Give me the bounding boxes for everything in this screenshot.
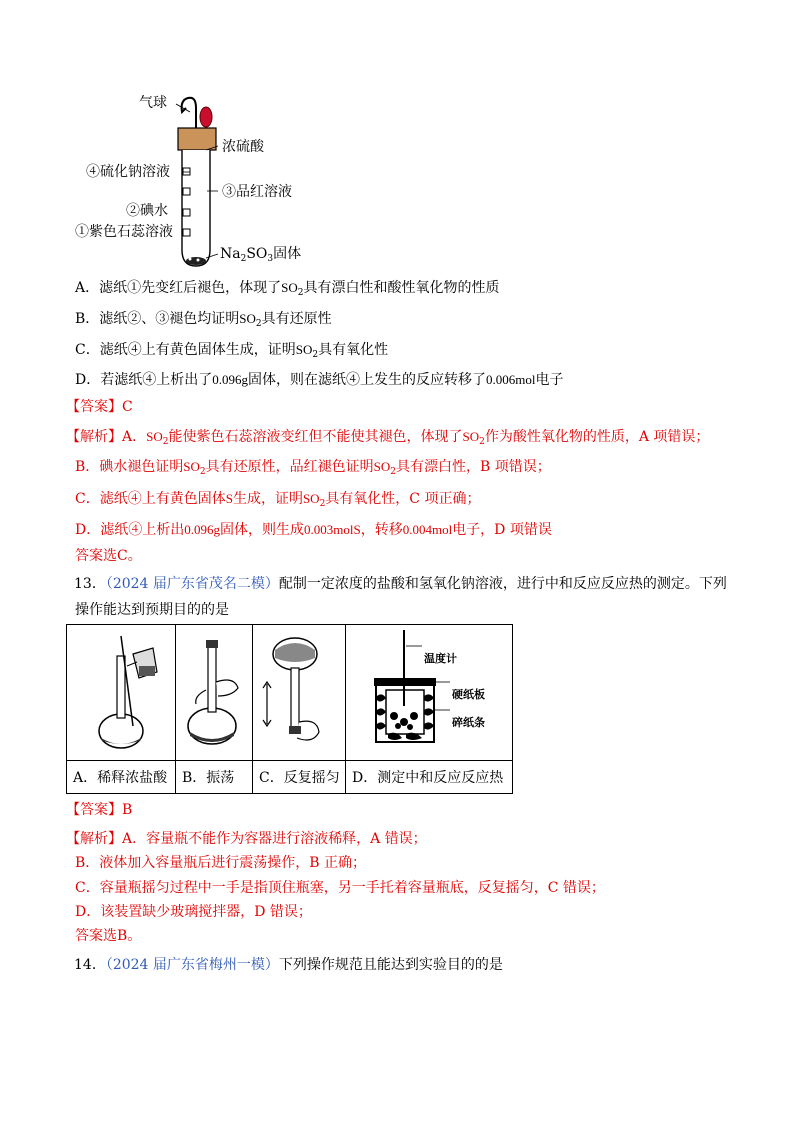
- q13-image-d: [346, 625, 513, 761]
- label-thermometer: 温度计: [424, 652, 457, 665]
- q13-stem-line1: 13．（2024 届广东省茂名二模）配制一定浓度的盐酸和氢氧化钠溶液，进行中和反应反应热的测定。下列: [74, 576, 727, 592]
- volumetric-flask-dilution-icon: [71, 626, 171, 756]
- q12-explanation-a: 【解析】A．$SO_2$能使紫色石蕊溶液变红但不能使其褪色，体现了$SO_2$作为酸性氧化物的性质，A 项错误；: [66, 429, 710, 447]
- q12-option-b: B．滤纸②、③褪色均证明$SO_2$具有还原性: [75, 311, 332, 329]
- q13-image-a: [67, 625, 176, 761]
- q14-stem: 14．（2024 届广东省梅州一模）下列操作规范且能达到实验目的的是: [74, 957, 503, 973]
- flask-inversion-icon: [253, 626, 345, 756]
- q12-option-a: A．滤纸①先变红后褪色，体现了$SO_2$具有漂白性和酸性氧化物的性质: [75, 280, 500, 298]
- q12-conclusion: 答案选C。: [75, 548, 142, 564]
- label-cardboard: 硬纸板: [452, 688, 485, 701]
- label-filter3: ③品红溶液: [222, 184, 292, 200]
- q12-explanation-c: C．滤纸④上有黄色固体S生成，证明$SO_2$具有氧化性，C 项正确；: [75, 491, 481, 509]
- label-filter2: ②碘水: [126, 203, 168, 219]
- label-solid: $Na_2SO_3$固体: [220, 246, 302, 264]
- q13-explanation-a: 【解析】A．容量瓶不能作为容器进行溶液稀释，A 错误；: [66, 831, 427, 847]
- q13-caption-a: A．稀释浓盐酸: [67, 761, 176, 794]
- q13-image-b: [176, 625, 253, 761]
- q13-explanation-d: D．该装置缺少玻璃搅拌器，D 错误；: [75, 904, 312, 920]
- q13-image-c: [253, 625, 346, 761]
- q13-answer: 【答案】B: [66, 802, 133, 818]
- q13-caption-c: C．反复摇匀: [253, 761, 346, 794]
- q13-conclusion: 答案选B。: [75, 928, 142, 944]
- apparatus-figure: [0, 0, 800, 280]
- calorimeter-icon: [346, 626, 512, 756]
- q13-caption-d: D．测定中和反应反应热: [346, 761, 513, 794]
- label-paper-strips: 碎纸条: [452, 716, 485, 729]
- flask-shaking-icon: [176, 626, 252, 756]
- label-filter4: ④硫化钠溶液: [86, 164, 170, 180]
- label-filter1: ①紫色石蕊溶液: [75, 224, 173, 240]
- q13-caption-b: B．振荡: [176, 761, 253, 794]
- label-conc-acid: 浓硫酸: [222, 139, 264, 155]
- q13-stem-line2: 操作能达到预期目的的是: [75, 602, 229, 618]
- stopper: [178, 128, 216, 150]
- q13-options-table: [66, 624, 513, 794]
- q12-answer: 【答案】C: [66, 399, 133, 415]
- q12-explanation-b: B．碘水褪色证明$SO_2$具有还原性，品红褪色证明$SO_2$具有漂白性，B 项错误；: [75, 459, 551, 477]
- q13-explanation-c: C．容量瓶摇匀过程中一手是指顶住瓶塞，另一手托着容量瓶底，反复摇匀，C 错误；: [75, 880, 605, 896]
- q12-option-d: D．若滤纸④上析出了0.096g固体，则在滤纸④上发生的反应转移了0.006mol电子: [75, 372, 564, 388]
- q13-explanation-b: B．液体加入容量瓶后进行震荡操作，B 正确；: [75, 855, 367, 871]
- q12-explanation-d: D．滤纸④上析出0.096g固体，则生成0.003molS，转移0.004mol电子，D 项错误: [75, 522, 552, 538]
- balloon-shape: [200, 107, 212, 127]
- test-tube: [182, 150, 210, 266]
- q12-option-c: C．滤纸④上有黄色固体生成，证明$SO_2$具有氧化性: [75, 342, 389, 360]
- q14-source: （2024 届广东省梅州一模）: [105, 957, 279, 973]
- label-balloon: 气球: [139, 95, 167, 111]
- q13-source: （2024 届广东省茂名二模）: [105, 576, 279, 592]
